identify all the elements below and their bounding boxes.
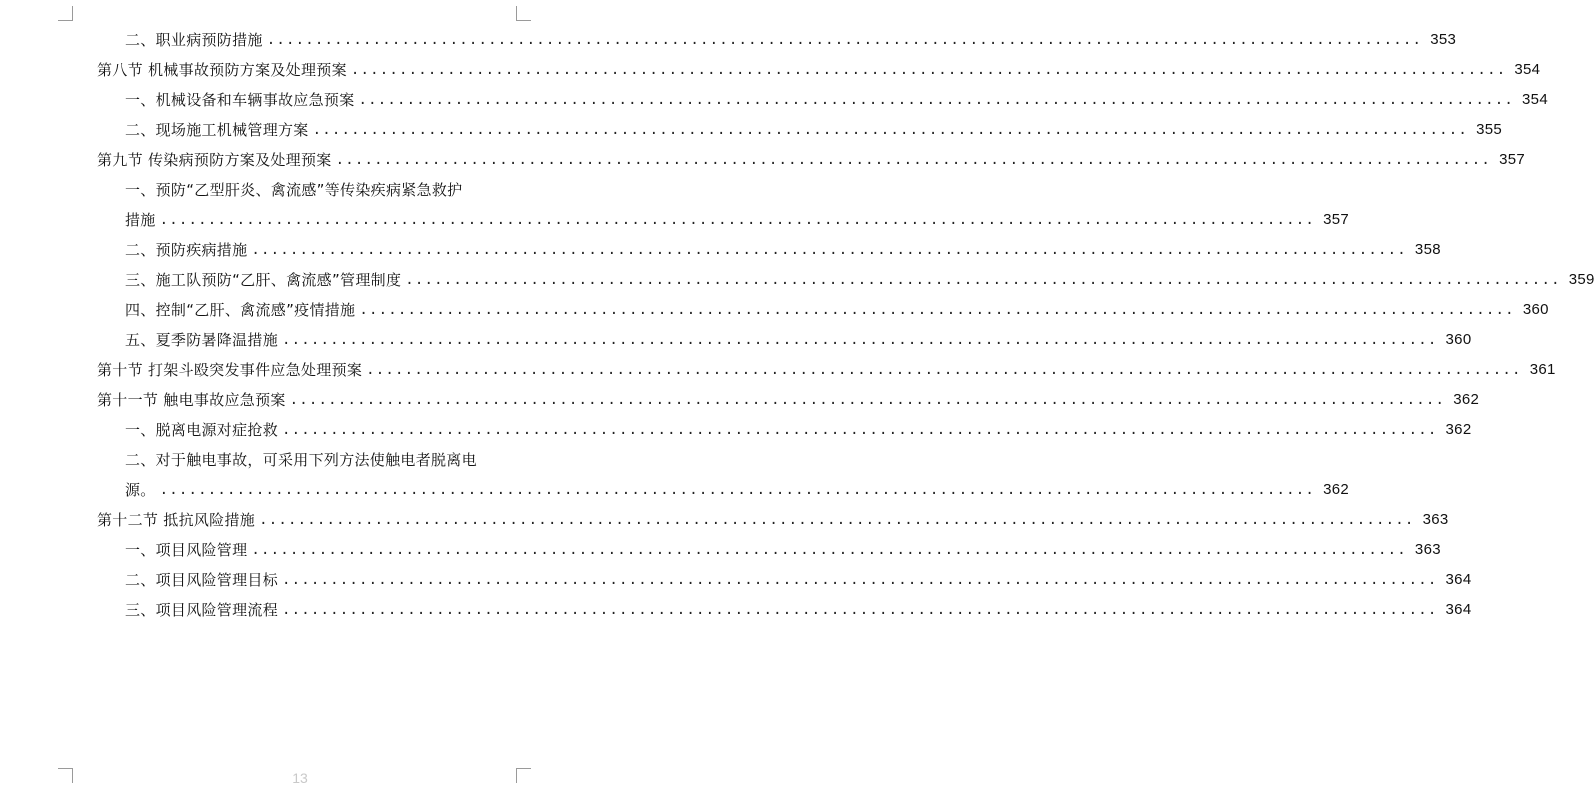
toc-entry-title: 第十二节 抵抗风险措施	[97, 511, 256, 529]
toc-entry[interactable]	[125, 179, 517, 201]
dot-leader: ........................................................................................................................	[282, 332, 1438, 348]
toc-entry-title: 二、预防疾病措施	[125, 241, 248, 259]
toc-entry[interactable]	[125, 599, 1472, 621]
toc-entry-page: 360	[1522, 301, 1549, 318]
toc-entry[interactable]	[97, 389, 1480, 411]
dot-leader: ........................................................................................................................	[251, 242, 1407, 258]
dot-leader: ........................................................................................................................	[282, 572, 1438, 588]
crop-mark-top-right	[516, 6, 531, 21]
toc-entry-title: 三、项目风险管理流程	[125, 601, 279, 619]
toc-entry-title: 二、项目风险管理目标	[125, 571, 279, 589]
dot-leader: ........................................................................................................................	[289, 392, 1446, 408]
dot-leader: ........................................................................................................................	[282, 422, 1438, 438]
toc-entry-title: 五、夏季防暑降温措施	[125, 331, 279, 349]
toc-entry-title: 二、现场施工机械管理方案	[125, 121, 309, 139]
toc-entry-title: 第十节 打架斗殴突发事件应急处理预案	[97, 361, 363, 379]
toc-entry-page: 362	[1323, 481, 1350, 498]
toc-entry-title: 二、职业病预防措施	[125, 31, 263, 49]
toc-entry[interactable]	[125, 329, 1472, 351]
toc-entry-title-continued: 措施	[125, 211, 156, 229]
toc-entry-title: 四、控制“乙肝、禽流感”疫情措施	[125, 301, 356, 319]
toc-entry-page: 362	[1453, 391, 1480, 408]
toc-entry-title: 一、预防“乙型肝炎、禽流感”等传染疾病紧急救护	[125, 181, 463, 199]
toc-entry-title: 第九节 传染病预防方案及处理预案	[97, 151, 332, 169]
toc-entry-title: 一、项目风险管理	[125, 541, 248, 559]
toc-entry[interactable]	[125, 419, 1472, 441]
toc-entry[interactable]	[97, 359, 1556, 381]
toc-entry-title: 二、对于触电事故，可采用下列方法使触电者脱离电	[125, 451, 477, 469]
toc-entry-page: 361	[1529, 361, 1556, 378]
toc-entry-title-continued: 源。	[125, 481, 156, 499]
dot-leader: ........................................................................................................................	[335, 152, 1492, 168]
toc-entry-page: 363	[1422, 511, 1449, 528]
toc-entry-title: 第十一节 触电事故应急预案	[97, 391, 286, 409]
dot-leader: ........................................................................................................................	[159, 212, 1316, 228]
toc-entry-page: 359	[1568, 271, 1595, 288]
dot-leader: ........................................................................................................................	[359, 302, 1515, 318]
toc-entry[interactable]	[125, 29, 1457, 51]
dot-leader: ........................................................................................................................	[259, 512, 1415, 528]
dot-leader: ........................................................................................................................	[366, 362, 1522, 378]
dot-leader: ........................................................................................................................	[312, 122, 1469, 138]
toc-entry[interactable]	[125, 299, 1549, 321]
toc-entry-page: 364	[1445, 601, 1472, 618]
dot-leader: ........................................................................................................................	[405, 272, 1561, 288]
toc-entry-title: 一、机械设备和车辆事故应急预案	[125, 91, 355, 109]
toc-entry-page: 357	[1499, 151, 1526, 168]
dot-leader: ........................................................................................................................	[159, 482, 1316, 498]
toc-entry-page: 354	[1514, 61, 1541, 78]
toc-entry[interactable]	[125, 269, 1595, 291]
toc-entry-page: 358	[1414, 241, 1441, 258]
toc-entry-title: 三、施工队预防“乙肝、禽流感”管理制度	[125, 271, 402, 289]
dot-leader: ........................................................................................................................	[358, 92, 1514, 108]
toc-entry-page: 357	[1323, 211, 1350, 228]
toc-entry[interactable]	[125, 119, 1503, 141]
toc-entry-page: 362	[1445, 421, 1472, 438]
toc-entry[interactable]	[125, 569, 1472, 591]
toc-entry-page: 364	[1445, 571, 1472, 588]
toc-entry[interactable]	[125, 539, 1441, 561]
dot-leader: ........................................................................................................................	[266, 32, 1423, 48]
toc-entry-page: 360	[1445, 331, 1472, 348]
toc-entry-page: 363	[1414, 541, 1441, 558]
toc-entry-page: 354	[1522, 91, 1548, 108]
toc-entry[interactable]	[125, 239, 1441, 261]
toc-entry-title: 第八节 机械事故预防方案及处理预案	[97, 61, 347, 79]
toc-entry[interactable]	[97, 59, 1541, 81]
dot-leader: ........................................................................................................................	[251, 542, 1407, 558]
dot-leader: ........................................................................................................................	[282, 602, 1438, 618]
toc-entry-page: 353	[1430, 31, 1457, 48]
toc-entry-title: 一、脱离电源对症抢救	[125, 421, 279, 439]
page-number: 13	[292, 770, 308, 786]
toc-entry[interactable]	[125, 449, 517, 471]
toc-entry[interactable]	[97, 149, 1526, 171]
toc-entry[interactable]	[125, 89, 1548, 111]
toc-entry-page: 355	[1476, 121, 1503, 138]
toc-entry[interactable]	[97, 509, 1449, 531]
toc-entry[interactable]	[125, 479, 1350, 501]
toc-entry[interactable]	[125, 209, 1350, 231]
crop-mark-top-left	[58, 6, 73, 21]
dot-leader: ........................................................................................................................	[350, 62, 1507, 78]
